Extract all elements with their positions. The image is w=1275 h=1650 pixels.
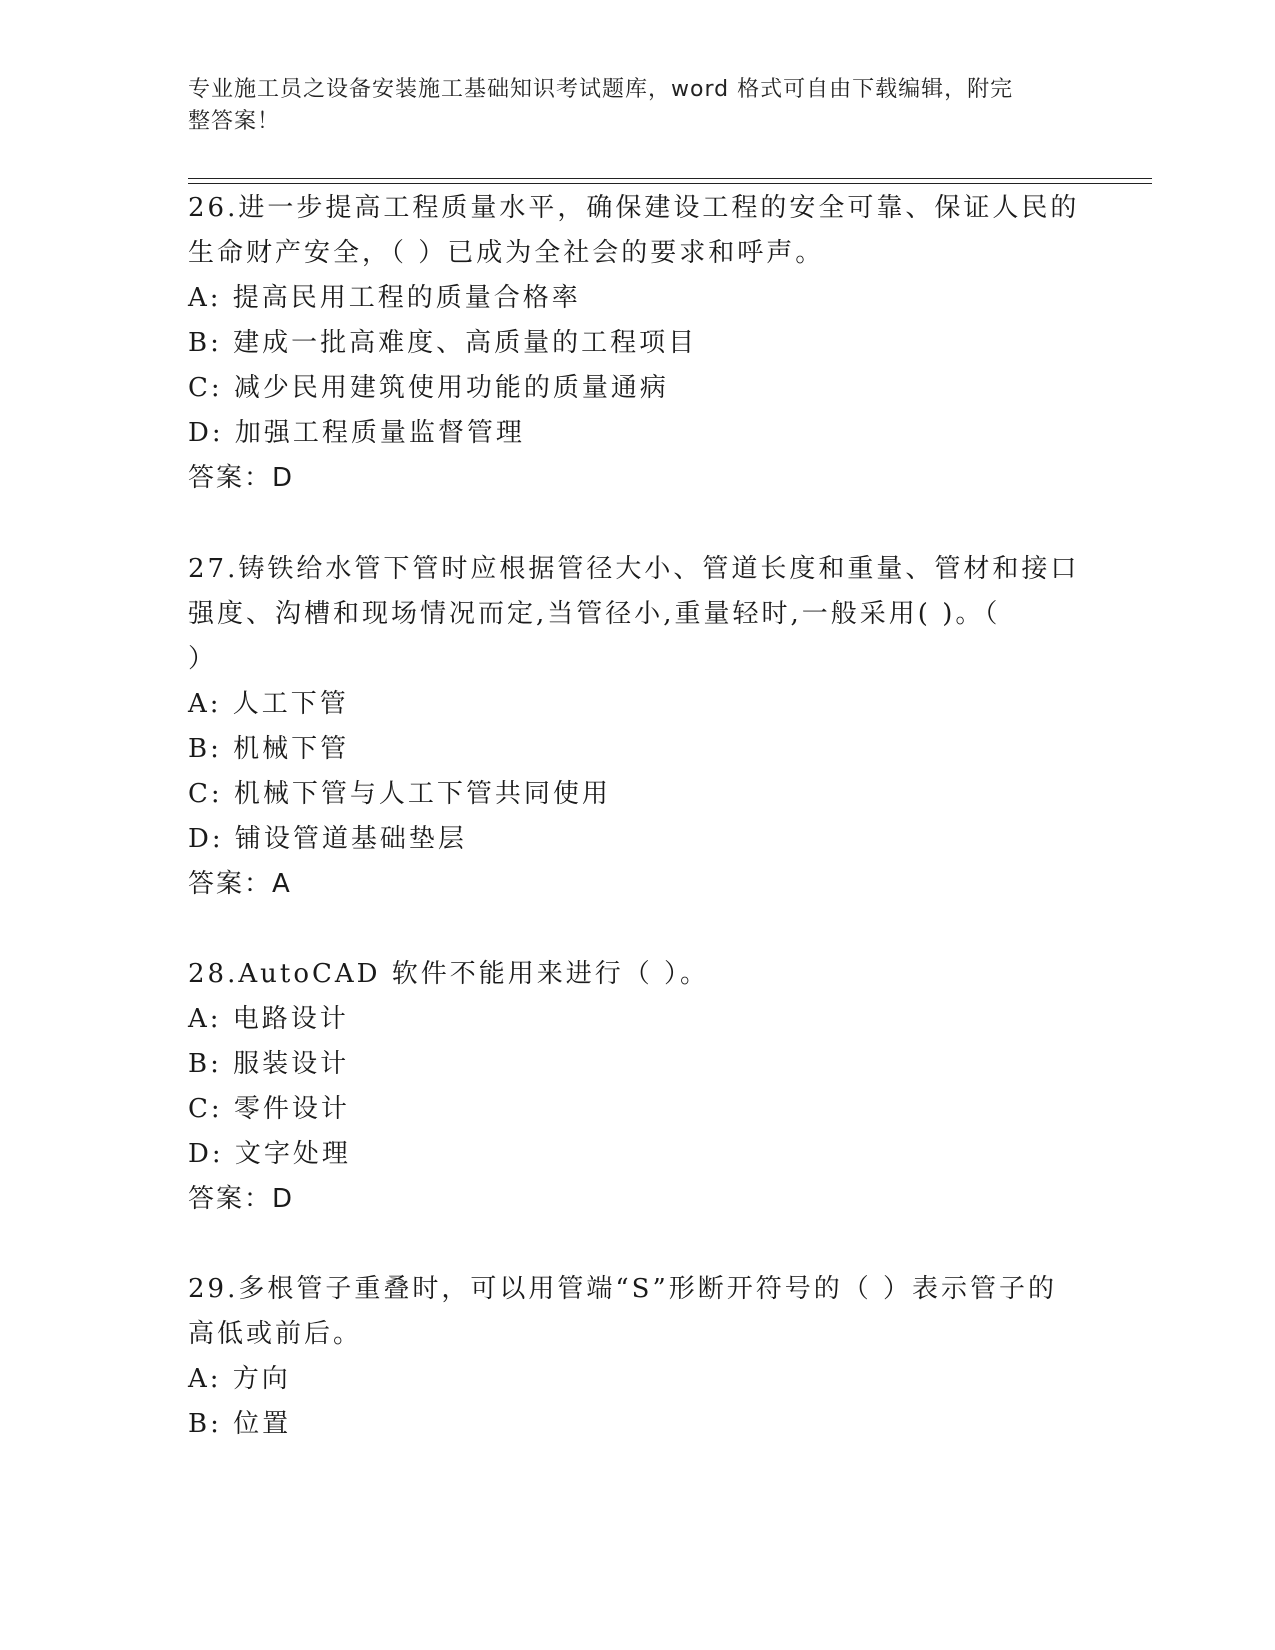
question-stem-line: 29.多根管子重叠时，可以用管端“S”形断开符号的（ ）表示管子的 (188, 1274, 1058, 1304)
option-c: C: 减少民用建筑使用功能的质量通病 (188, 373, 669, 403)
header-line-2: 整答案！ (188, 109, 281, 134)
option-a: A: 电路设计 (188, 1004, 349, 1034)
option-c: C: 机械下管与人工下管共同使用 (188, 779, 611, 809)
option-d: D: 文字处理 (188, 1139, 351, 1169)
question-stem-line: 强度、沟槽和现场情况而定,当管径小,重量轻时,一般采用( )。（ (188, 599, 1001, 629)
option-d: D: 加强工程质量监督管理 (188, 418, 525, 448)
option-a: A: 方向 (188, 1364, 291, 1394)
answer-line: 答案：D (188, 1184, 295, 1214)
question-29 (188, 1267, 1088, 1447)
answer-line: 答案：A (188, 869, 292, 899)
header-divider-top (188, 178, 1152, 179)
question-28 (188, 952, 1088, 1222)
option-b: B: 位置 (188, 1409, 292, 1439)
header-divider-bottom (188, 183, 1152, 184)
question-stem-line: ） (188, 644, 218, 674)
question-stem-line: 27.铸铁给水管下管时应根据管径大小、管道长度和重量、管材和接口 (188, 554, 1080, 584)
option-a: A: 提高民用工程的质量合格率 (188, 283, 581, 313)
question-27 (188, 547, 1088, 907)
option-b: B: 建成一批高难度、高质量的工程项目 (188, 328, 698, 358)
option-c: C: 零件设计 (188, 1094, 350, 1124)
option-d: D: 铺设管道基础垫层 (188, 824, 467, 854)
header-line-1: 专业施工员之设备安装施工基础知识考试题库，word 格式可自由下载编辑，附完 (188, 77, 1014, 102)
question-stem-line: 高低或前后。 (188, 1319, 363, 1349)
question-26 (188, 186, 1088, 501)
option-b: B: 服装设计 (188, 1049, 350, 1079)
question-stem-line: 26.进一步提高工程质量水平，确保建设工程的安全可靠、保证人民的 (188, 193, 1080, 223)
document-header (188, 74, 1088, 138)
answer-line: 答案：D (188, 463, 295, 493)
question-stem-line: 28.AutoCAD 软件不能用来进行（ ）。 (188, 959, 710, 989)
option-a: A: 人工下管 (188, 689, 349, 719)
option-b: B: 机械下管 (188, 734, 350, 764)
question-stem-line: 生命财产安全，（ ）已成为全社会的要求和呼声。 (188, 238, 825, 268)
